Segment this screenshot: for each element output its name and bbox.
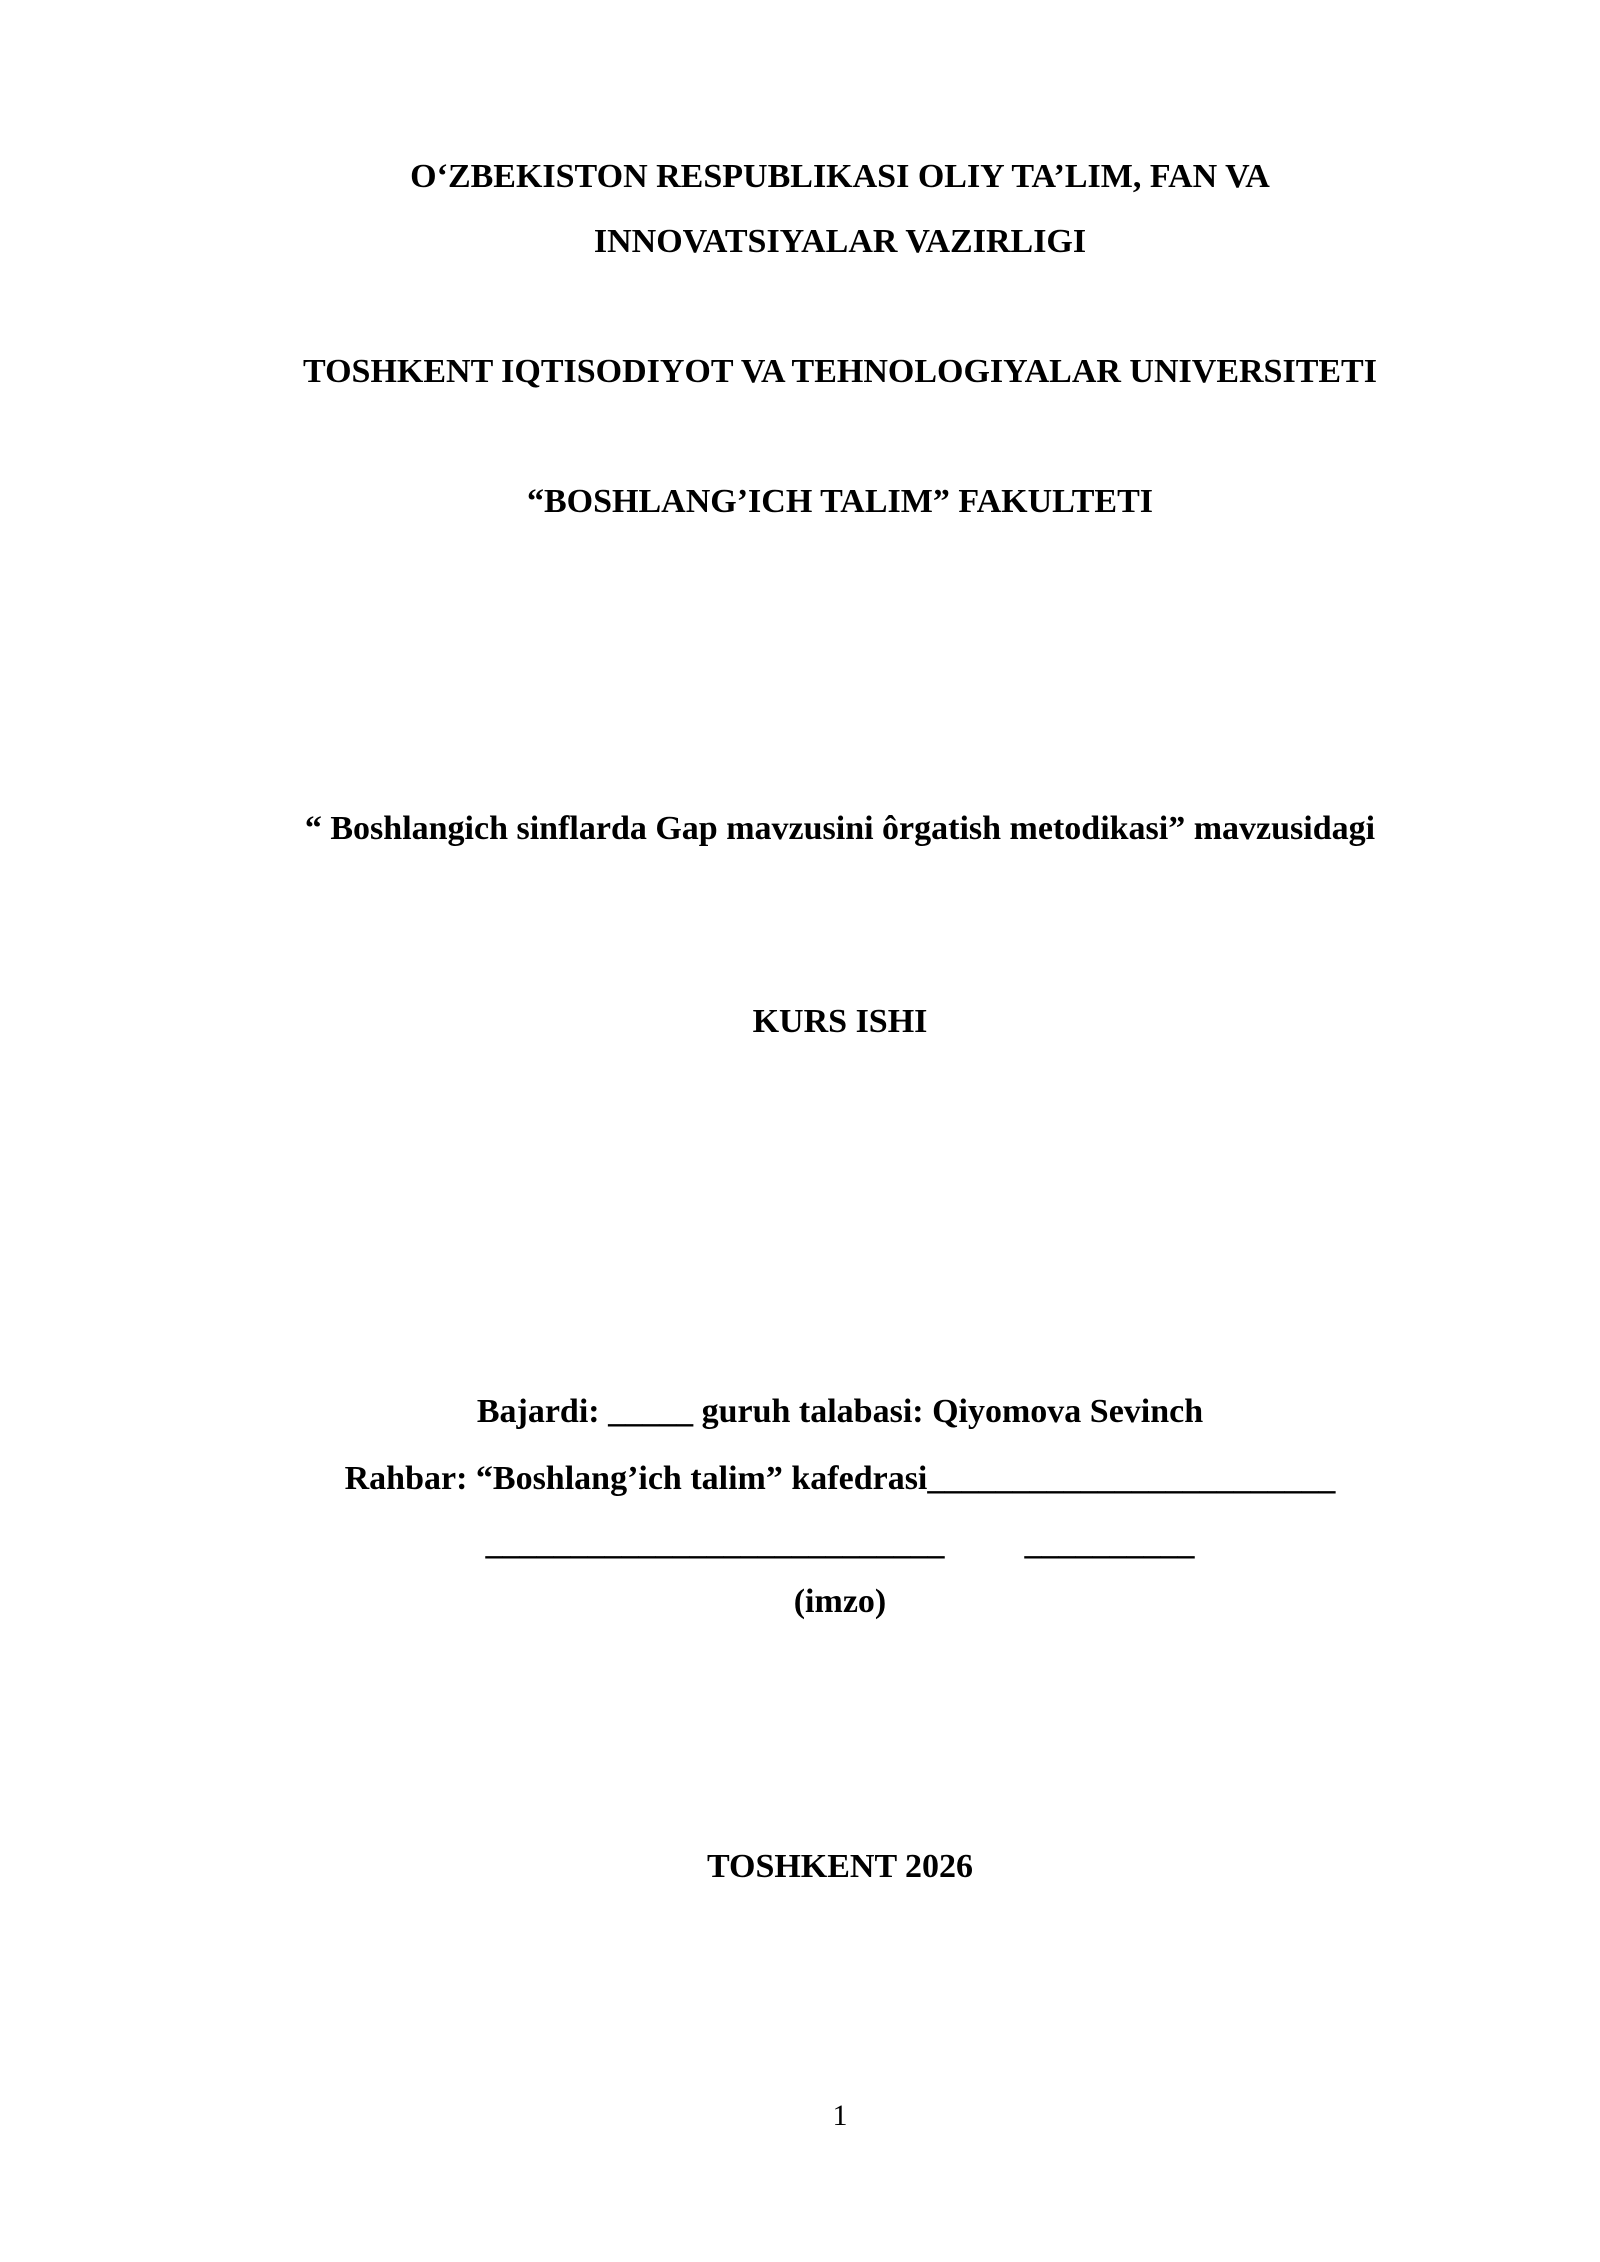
signature-blank: __________ <box>1024 1525 1195 1562</box>
signature-blanks-line <box>0 1522 1600 1566</box>
topic-title: “ Boshlangich sinflarda Gap mavzusini ôrgatish metodikasi” mavzusidagi <box>304 810 1376 847</box>
document-type: KURS ISHI <box>752 1003 928 1040</box>
signature-name-blank: ___________________________ <box>485 1525 945 1562</box>
bajardi-line <box>0 1390 1600 1434</box>
city-year: TOSHKENT 2026 <box>706 1848 974 1885</box>
rahbar-blank: ________________________ <box>927 1460 1336 1497</box>
university-name: TOSHKENT IQTISODIYOT VA TEHNOLOGIYALAR UNIVERSITETI <box>303 353 1377 390</box>
faculty-name: “BOSHLANG’ICH TALIM” FAKULTETI <box>527 483 1153 520</box>
page-number: 1 <box>832 2099 848 2132</box>
bajardi-label: Bajardi: <box>476 1393 609 1430</box>
rahbar-text: Rahbar: “Boshlang’ich talim” kafedrasi <box>344 1460 928 1497</box>
ministry-line-2: INNOVATSIYALAR VAZIRLIGI <box>593 223 1087 260</box>
ministry-line-1: O‘ZBEKISTON RESPUBLIKASI OLIY TA’LIM, FAN VA <box>410 158 1270 195</box>
group-blank: _____ <box>608 1393 694 1430</box>
student-info: guruh talabasi: Qiyomova Sevinch <box>693 1393 1204 1430</box>
rahbar-line <box>0 1457 1600 1501</box>
imzo-label: (imzo) <box>793 1583 887 1620</box>
